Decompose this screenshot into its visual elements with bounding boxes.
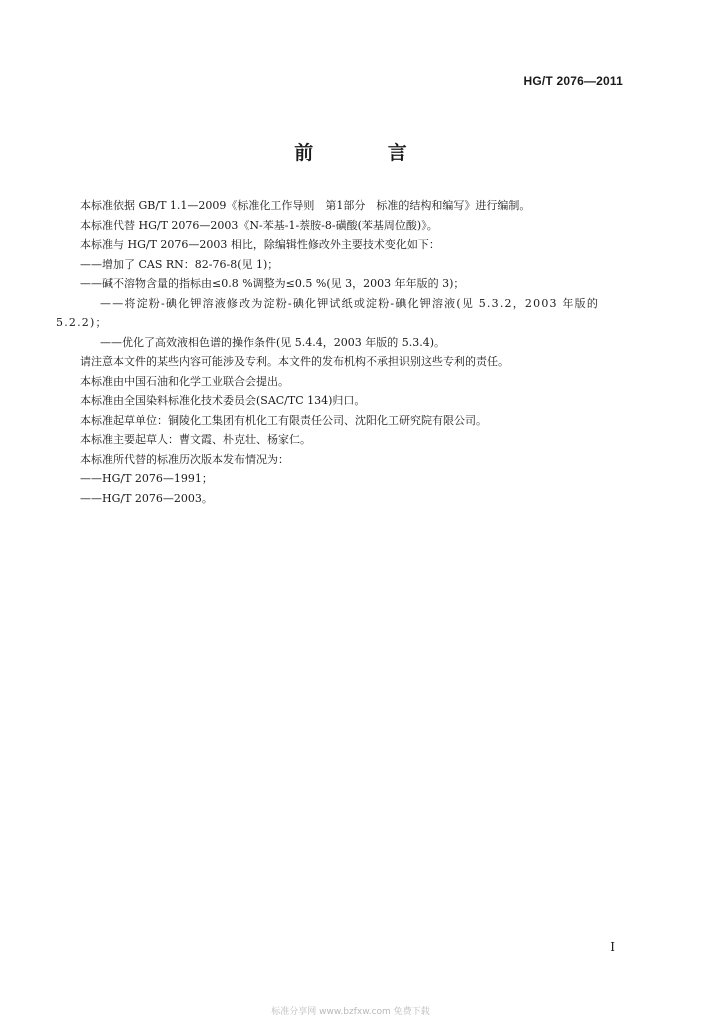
paragraph-basis: 本标准依据 GB/T 1.1—2009《标准化工作导则 第1部分 标准的结构和编写》进行编制。	[80, 199, 531, 212]
footer-watermark: 标准分享网 www.bzfxw.com 免费下载	[271, 1007, 430, 1017]
paragraph-replaces: 本标准代替 HG/T 2076—2003《N-苯基-1-萘胺-8-磺酸(苯基周位酸)》。	[80, 218, 438, 232]
paragraph-drafters: 本标准主要起草人：曹文霞、朴克壮、杨家仁。	[80, 433, 311, 446]
change-item-starch: ——将淀粉-碘化钾溶液修改为淀粉-碘化钾试纸或淀粉-碘化钾溶液(见 5.3.2，2003 年版的 5.2.2)；	[56, 296, 600, 329]
paragraph-drafting-units: 本标准起草单位：铜陵化工集团有机化工有限责任公司、沈阳化工研究院有限公司。	[80, 413, 487, 427]
paragraph-history-intro: 本标准所代替的标准历次版本发布情况为：	[80, 452, 289, 466]
document-body	[56, 196, 636, 508]
page-title: 前 言	[294, 142, 441, 164]
standard-code: HG/T 2076—2011	[523, 74, 623, 88]
paragraph-changes-intro: 本标准与 HG/T 2076—2003 相比，除编辑性修改外主要技术变化如下：	[80, 238, 440, 251]
page-number: I	[610, 940, 615, 954]
history-item-1991: ——HG/T 2076—1991；	[80, 472, 213, 485]
paragraph-patent: 请注意本文件的某些内容可能涉及专利。本文件的发布机构不承担识别这些专利的责任。	[80, 355, 509, 368]
change-item-hplc: ——优化了高效液相色谱的操作条件(见 5.4.4，2003 年版的 5.3.4)。	[100, 335, 446, 349]
paragraph-proposed-by: 本标准由中国石油和化学工业联合会提出。	[80, 374, 289, 388]
paragraph-under-jurisdiction: 本标准由全国染料标准化技术委员会(SAC/TC 134)归口。	[80, 394, 366, 407]
change-item-alkali: ——碱不溶物含量的指标由≤0.8 %调整为≤0.5 %(见 3，2003 年年版的 3)；	[80, 277, 465, 290]
change-item-cas: ——增加了 CAS RN：82-76-8(见 1)；	[80, 257, 279, 271]
history-item-2003: ——HG/T 2076—2003。	[80, 491, 213, 505]
